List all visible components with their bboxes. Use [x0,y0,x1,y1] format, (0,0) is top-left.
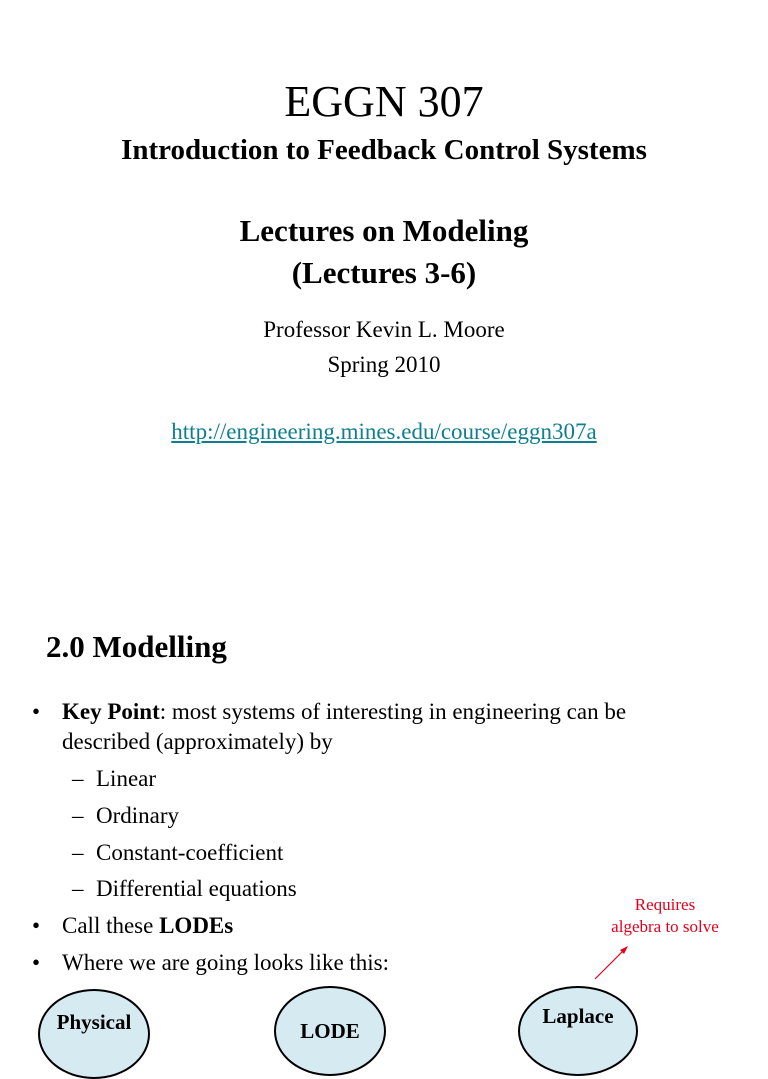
note-arrow-line [595,948,626,979]
course-code: EGGN 307 [284,77,484,126]
key-point-text-2: described (approximately) by [62,729,333,754]
key-point-line-1 [62,697,626,727]
going-text: Where we are going looks like this: [62,950,390,975]
diagram-node-lode [274,986,386,1076]
dash-mark: – [72,876,84,901]
sub-item-ordinary: Ordinary [96,803,180,828]
course-title: Introduction to Feedback Control Systems [121,134,647,166]
lodes-term: LODEs [159,913,234,938]
key-point-bullet [32,697,732,759]
sub-item-constant-coefficient: Constant-coefficient [96,840,284,865]
modelling-slide [0,576,768,1043]
dash-mark: – [72,766,84,791]
lodes-line [62,911,233,941]
bullet-mark: • [32,950,41,975]
note-line-2: algebra to solve [611,917,719,936]
key-point-text-1: : most systems of interesting in engineering can be [159,699,627,724]
course-link[interactable]: http://engineering.mines.edu/course/eggn307a [171,419,597,444]
node-label-laplace: Laplace [542,1004,614,1028]
diagram-node-laplace [518,986,638,1076]
node-label-physical: Physical [56,1010,132,1034]
note-arrow [590,942,634,984]
diagram-node-physical [38,989,150,1079]
key-point-label: Key Point [62,699,160,724]
call-prefix: Call these [62,913,160,938]
node-label-lode: LODE [300,1019,360,1043]
lecture-title: Lectures on Modeling [239,213,529,248]
bullet-mark: • [32,699,41,724]
term: Spring 2010 [327,352,441,377]
instructor-name: Professor Kevin L. Moore [263,317,505,342]
bullet-mark: • [32,913,41,938]
dash-mark: – [72,840,84,865]
dash-mark: – [72,803,84,828]
course-link-line [0,416,768,448]
note-line-1: Requires [634,895,696,914]
lecture-range: (Lectures 3-6) [291,255,477,290]
algebra-note [590,894,740,938]
sub-item-linear: Linear [96,766,157,791]
section-title: 2.0 Modelling [46,629,227,664]
sub-item-differential-equations: Differential equations [96,876,297,901]
